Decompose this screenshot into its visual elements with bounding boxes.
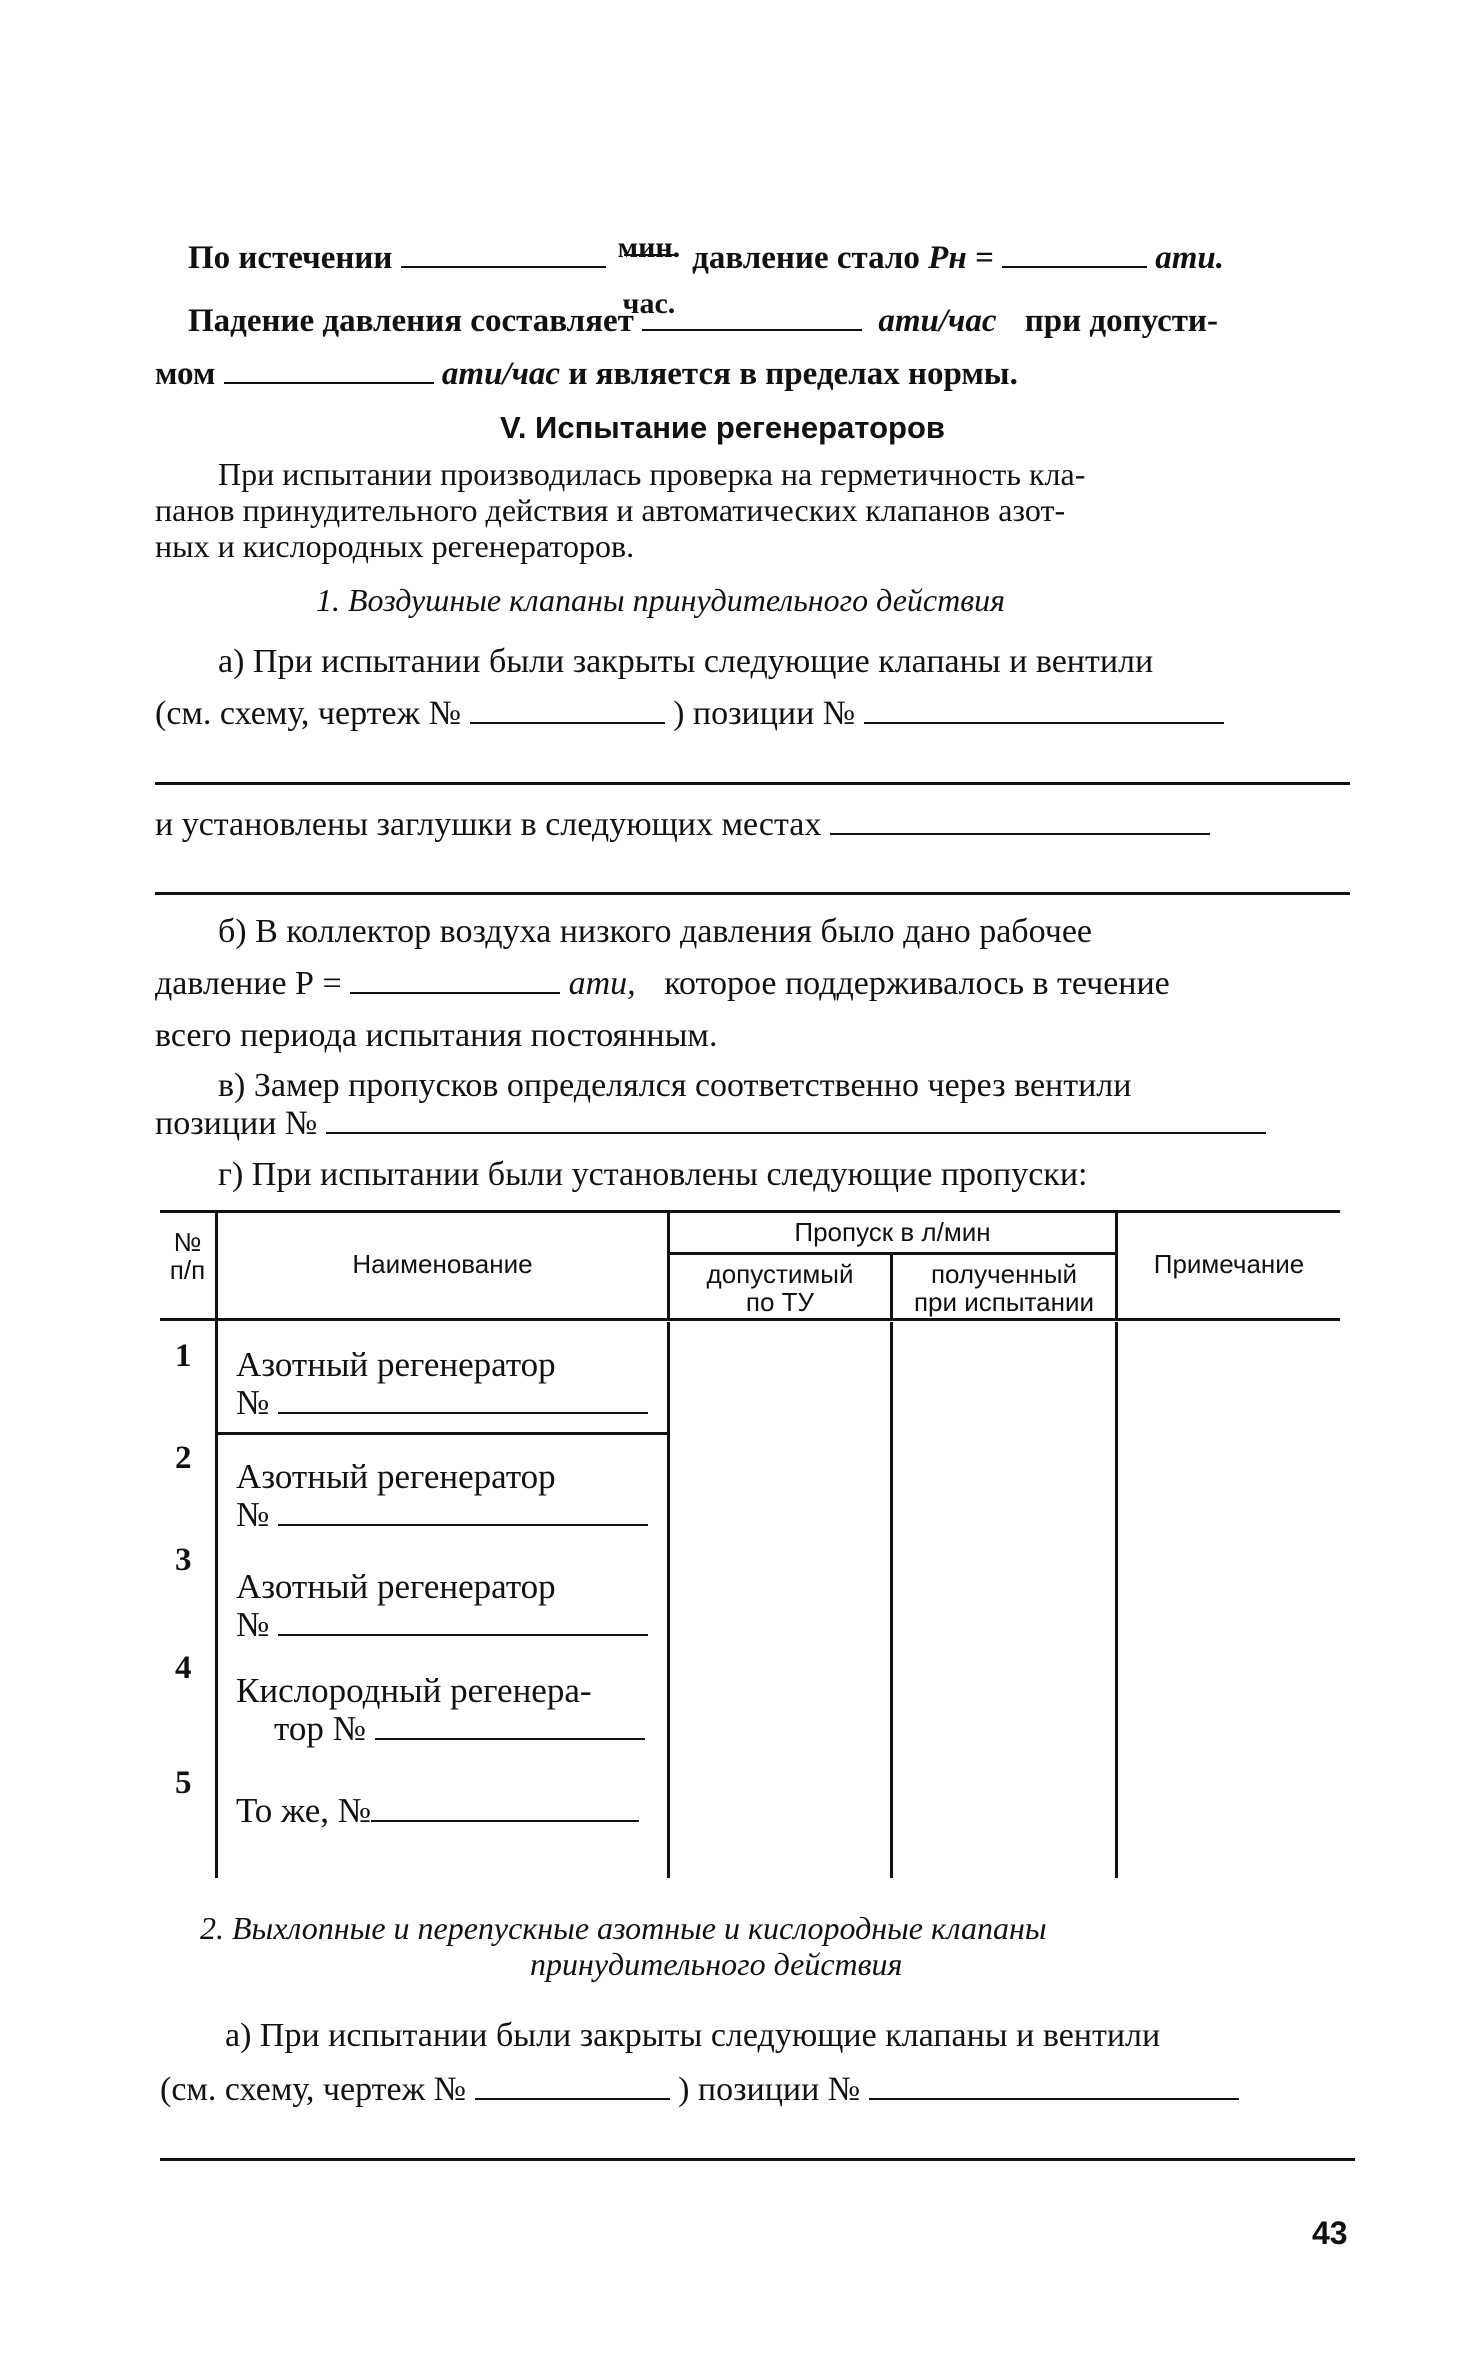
text-pressure-became: давление стало [692,240,920,276]
sub1-b-line-3: всего периода испытания постоянным. [155,1017,718,1054]
row-number: 1 [175,1338,192,1374]
blank-time [401,256,606,268]
section-title: V. Испытание регенераторов [500,410,945,445]
blank-allowed [224,372,434,384]
header-name: Наименование [352,1249,533,1279]
blank-drop [642,319,862,331]
sub1-a-line-1: а) При испытании были закрыты следующие клапаны и вентили [218,643,1154,680]
text-within-norm: и является в пределах нормы. [568,356,1018,392]
blank-working-pressure [350,982,560,994]
row-name: Азотный регенератор № [236,1568,648,1644]
rule-line [155,782,1350,785]
intro-line-1: При испытании производилась проверка на герметичность кла- [218,456,1086,492]
sub1-b-line-1: б) В коллектор воздуха низкого давления было дано рабочее [218,913,1093,950]
header-flow: Пропуск в л/мин [794,1217,991,1247]
blank-pressure [1002,256,1147,268]
intro-line-3: ных и кислородных регенераторов. [155,528,635,564]
rule-line [160,2158,1355,2161]
blank-positions [864,712,1224,724]
row-number: 3 [175,1542,192,1578]
subsection-2-title-line-2: принудительного действия [530,1946,903,1982]
text-pressure-drop: Падение давления составляет [188,303,634,339]
sub2-a-line-2 [160,2070,1239,2110]
blank-valve-positions [326,1122,1266,1134]
text-positions-3: ) позиции № [678,2071,861,2108]
pressure-symbol: Рн = [928,240,994,276]
text-positions-2: позиции № [155,1105,318,1142]
row-number: 2 [175,1440,192,1476]
unit-ati-per-hour: ати/час [878,303,997,339]
blank-drawing-number-2 [475,2088,670,2100]
text-see-drawing-2: (см. схему, чертеж № [160,2071,467,2108]
rule-line [155,892,1350,895]
allowed-drop-line [155,354,1018,394]
sub1-v-line-1: в) Замер пропусков определялся соответственно через вентили [218,1067,1132,1104]
pressure-drop-line [188,301,1218,341]
page-number: 43 [1312,2215,1348,2251]
text-mom: мом [155,356,216,392]
row-number: 4 [175,1650,192,1686]
leakage-table [160,1210,1350,1882]
header-obtained: полученный при испытании [913,1259,1095,1317]
header-allowed: допустимый по ТУ [706,1259,854,1317]
row-name: То же, № [236,1792,639,1830]
text-plugs: и установлены заглушки в следующих местах [155,806,822,843]
unit-ati-per-hour-2: ати/час [441,356,561,392]
text-pressure-p: давление Р = [155,965,342,1002]
text-at-allowed: при допусти- [1024,303,1218,339]
subsection-2-title-line-1: 2. Выхлопные и перепускные азотные и кислородные клапаны [200,1910,1047,1946]
sub1-a-line-3 [155,805,1210,845]
blank-drawing-number [470,712,665,724]
subsection-1-title: 1. Воздушные клапаны принудительного действия [316,582,1005,618]
row-name: Азотный регенератор № [236,1458,648,1534]
text-after: По истечении [188,240,393,276]
blank-plugs [830,823,1210,835]
sub2-a-line-1: а) При испытании были закрыты следующие клапаны и вентили [225,2017,1161,2054]
intro-line-2: панов принудительного действия и автоматических клапанов азот- [155,492,1066,528]
sub1-g-line-1: г) При испытании были установлены следующие пропуски: [218,1156,1088,1193]
text-see-drawing: (см. схему, чертеж № [155,695,462,732]
time-unit-fraction [614,231,684,320]
row-number: 5 [175,1765,192,1801]
text-positions: ) позиции № [673,695,856,732]
fraction-hours: час. [622,287,676,320]
sub1-b-line-2 [155,964,1170,1004]
fraction-minutes: мин. [617,231,681,264]
pressure-after-line [188,231,1224,320]
text-maintained: которое поддерживалось в течение [664,965,1170,1002]
unit-ati-3: ати, [568,965,636,1002]
sub1-v-line-2 [155,1104,1266,1144]
row-name: Азотный регенератор № [236,1346,648,1422]
unit-ati: ати. [1155,240,1224,276]
header-number: № п/п [169,1227,206,1285]
header-note: Примечание [1153,1249,1305,1279]
row-name: Кислородный регенера- тор № [236,1672,645,1748]
blank-positions-2 [869,2088,1239,2100]
sub1-a-line-2 [155,694,1224,734]
